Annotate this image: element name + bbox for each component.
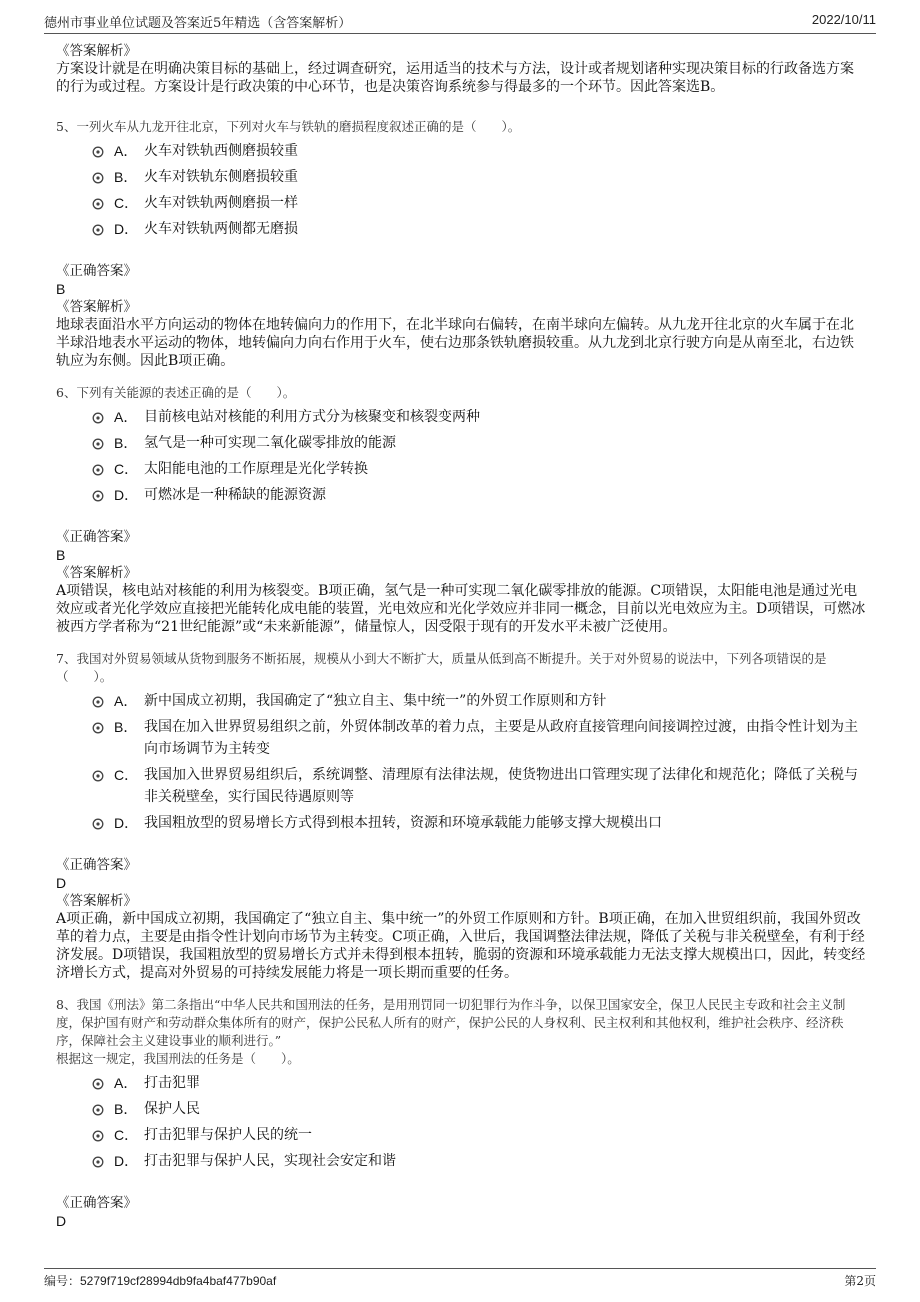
option-c[interactable] bbox=[92, 764, 866, 808]
radio-icon[interactable] bbox=[92, 1130, 104, 1142]
option-letter: B． bbox=[114, 719, 138, 735]
radio-icon[interactable] bbox=[92, 172, 104, 184]
option-letter: D． bbox=[114, 487, 139, 503]
option-text: 火车对铁轨两侧磨损一样 bbox=[144, 195, 298, 211]
option-d[interactable] bbox=[92, 484, 866, 506]
radio-icon[interactable] bbox=[92, 722, 104, 734]
radio-icon[interactable] bbox=[92, 1078, 104, 1090]
option-text: 打击犯罪与保护人民的统一 bbox=[144, 1127, 312, 1143]
option-text: 保护人民 bbox=[144, 1101, 200, 1117]
option-a[interactable] bbox=[92, 690, 866, 712]
option-letter: A． bbox=[114, 143, 138, 159]
header-date: 2022/10/11 bbox=[811, 12, 876, 27]
option-text: 新中国成立初期，我国确定了“独立自主、集中统一”的外贸工作原则和方针 bbox=[144, 693, 607, 709]
option-letter: D． bbox=[114, 1153, 139, 1169]
document-body bbox=[56, 42, 866, 1230]
option-d[interactable] bbox=[92, 218, 866, 240]
correct-answer-label: 《正确答案》 bbox=[56, 263, 137, 279]
option-a[interactable] bbox=[92, 406, 866, 428]
question-stem: 5、一列火车从九龙开往北京，下列对火车与铁轨的磨损程度叙述正确的是（ ）。 bbox=[56, 119, 521, 134]
option-letter: A． bbox=[114, 409, 138, 425]
option-b[interactable] bbox=[92, 166, 866, 188]
correct-answer: D bbox=[56, 1213, 67, 1229]
radio-icon[interactable] bbox=[92, 490, 104, 502]
question-stem: 8、我国《刑法》第二条指出“中华人民共和国刑法的任务，是用刑罚同一切犯罪行为作斗争，以保卫国家安全，保卫人民民主专政和社会主义制度，保护国有财产和劳动群众集体所有的财产，保护公民私人所有的财产，保护公民的人身权利、民主权利和其他权利，维护社会秩序、经济秩序，保障社会主义建设事业的顺利进行。” bbox=[56, 997, 846, 1048]
analysis-text: 地球表面沿水平方向运动的物体在地转偏向力的作用下，在北半球向右偏转，在南半球向左偏转。从九龙开往北京的火车属于在北半球沿地表水平运动的物体，地转偏向力向右作用于火车，使右边那条铁轨磨损较重。从九龙到北京行驶方向是从南至北，右边铁轨应为东侧。因此B项正确。 bbox=[56, 317, 854, 369]
correct-answer: B bbox=[56, 281, 66, 297]
option-text: 我国粗放型的贸易增长方式得到根本扭转，资源和环境承载能力能够支撑大规模出口 bbox=[144, 815, 662, 831]
option-text: 太阳能电池的工作原理是光化学转换 bbox=[144, 461, 368, 477]
question-stem-continued: 根据这一规定，我国刑法的任务是（ ）。 bbox=[56, 1051, 300, 1066]
radio-icon[interactable] bbox=[92, 696, 104, 708]
option-d[interactable] bbox=[92, 1150, 866, 1172]
radio-icon[interactable] bbox=[92, 1156, 104, 1168]
option-letter: B． bbox=[114, 435, 138, 451]
correct-answer: D bbox=[56, 875, 67, 891]
option-letter: A． bbox=[114, 1075, 138, 1091]
correct-answer-label: 《正确答案》 bbox=[56, 529, 137, 545]
analysis-text: A项正确，新中国成立初期，我国确定了“独立自主、集中统一”的外贸工作原则和方针。B项正确，在加入世贸组织前，我国外贸改革的着力点，主要是由指令性计划向市场节为主转变。C项正确，入世后，我国调整法律法规，降低了关税与非关税壁垒，有利于经济发展。D项错误，我国粗放型的贸易增长方式并未得到根本扭转，脆弱的资源和环境承载能力无法支撑大规模出口，因此，转变经济增长方式，提高对外贸易的可持续发展能力将是一项长期而重要的任务。 bbox=[56, 911, 866, 981]
footer-divider bbox=[44, 1268, 876, 1269]
radio-icon[interactable] bbox=[92, 770, 104, 782]
option-c[interactable] bbox=[92, 192, 866, 214]
radio-icon[interactable] bbox=[92, 146, 104, 158]
radio-icon[interactable] bbox=[92, 818, 104, 830]
option-text: 我国加入世界贸易组织后，系统调整、清理原有法律法规，使货物进出口管理实现了法律化和规范化；降低了关税与非关税壁垒，实行国民待遇原则等 bbox=[144, 767, 858, 805]
option-text: 火车对铁轨东侧磨损较重 bbox=[144, 169, 298, 185]
header-divider bbox=[44, 33, 876, 34]
option-text: 我国在加入世界贸易组织之前，外贸体制改革的着力点，主要是从政府直接管理向间接调控过渡，由指令性计划为主向市场调节为主转变 bbox=[144, 719, 858, 757]
option-text: 氢气是一种可实现二氧化碳零排放的能源 bbox=[144, 435, 396, 451]
option-a[interactable] bbox=[92, 1072, 866, 1094]
analysis-label: 《答案解析》 bbox=[56, 565, 137, 581]
option-letter: D． bbox=[114, 815, 139, 831]
option-c[interactable] bbox=[92, 458, 866, 480]
option-b[interactable] bbox=[92, 1098, 866, 1120]
question-stem: 6、下列有关能源的表述正确的是（ ）。 bbox=[56, 385, 296, 400]
analysis-label: 《答案解析》 bbox=[56, 43, 137, 59]
radio-icon[interactable] bbox=[92, 464, 104, 476]
option-b[interactable] bbox=[92, 716, 866, 760]
footer-code: 编号：5279f719cf28994db9fa4baf477b90af bbox=[44, 1274, 277, 1288]
question-stem: 7、我国对外贸易领域从货物到服务不断拓展，规模从小到大不断扩大，质量从低到高不断提升。关于对外贸易的说法中，下列各项错误的是（ ）。 bbox=[56, 651, 827, 684]
option-text: 火车对铁轨两侧都无磨损 bbox=[144, 221, 298, 237]
analysis-label: 《答案解析》 bbox=[56, 893, 137, 909]
option-letter: C． bbox=[114, 1127, 139, 1143]
radio-icon[interactable] bbox=[92, 224, 104, 236]
radio-icon[interactable] bbox=[92, 1104, 104, 1116]
option-letter: A． bbox=[114, 693, 138, 709]
analysis-text: 方案设计就是在明确决策目标的基础上，经过调查研究，运用适当的技术与方法，设计或者规划诸种实现决策目标的行政备选方案的行为或过程。方案设计是行政决策的中心环节，也是决策咨询系统参与得最多的一个环节。因此答案选B。 bbox=[56, 61, 854, 95]
correct-answer-label: 《正确答案》 bbox=[56, 857, 137, 873]
option-letter: C． bbox=[114, 195, 139, 211]
radio-icon[interactable] bbox=[92, 438, 104, 450]
option-text: 可燃冰是一种稀缺的能源资源 bbox=[144, 487, 326, 503]
option-a[interactable] bbox=[92, 140, 866, 162]
page-number: 第2页 bbox=[844, 1274, 876, 1288]
option-letter: B． bbox=[114, 1101, 138, 1117]
header-title: 德州市事业单位试题及答案近5年精选（含答案解析） bbox=[44, 16, 352, 31]
option-text: 目前核电站对核能的利用方式分为核聚变和核裂变两种 bbox=[144, 409, 480, 425]
radio-icon[interactable] bbox=[92, 412, 104, 424]
option-c[interactable] bbox=[92, 1124, 866, 1146]
analysis-text: A项错误，核电站对核能的利用为核裂变。B项正确，氢气是一种可实现二氧化碳零排放的能源。C项错误，太阳能电池是通过光电效应或者光化学效应直接把光能转化成电能的装置，光电效应和光化学效应并非同一概念，目前以光电效应为主。D项错误，可燃冰被西方学者称为“21世纪能源”或“未来新能源”，储量惊人，因受限于现有的开发水平未被广泛使用。 bbox=[56, 583, 866, 635]
option-letter: B． bbox=[114, 169, 138, 185]
option-b[interactable] bbox=[92, 432, 866, 454]
option-text: 打击犯罪 bbox=[144, 1075, 200, 1091]
option-letter: C． bbox=[114, 767, 139, 783]
correct-answer: B bbox=[56, 547, 66, 563]
radio-icon[interactable] bbox=[92, 198, 104, 210]
analysis-label: 《答案解析》 bbox=[56, 299, 137, 315]
option-letter: D． bbox=[114, 221, 139, 237]
option-text: 打击犯罪与保护人民，实现社会安定和谐 bbox=[144, 1153, 396, 1169]
option-text: 火车对铁轨西侧磨损较重 bbox=[144, 143, 298, 159]
option-d[interactable] bbox=[92, 812, 866, 834]
correct-answer-label: 《正确答案》 bbox=[56, 1195, 137, 1211]
option-letter: C． bbox=[114, 461, 139, 477]
